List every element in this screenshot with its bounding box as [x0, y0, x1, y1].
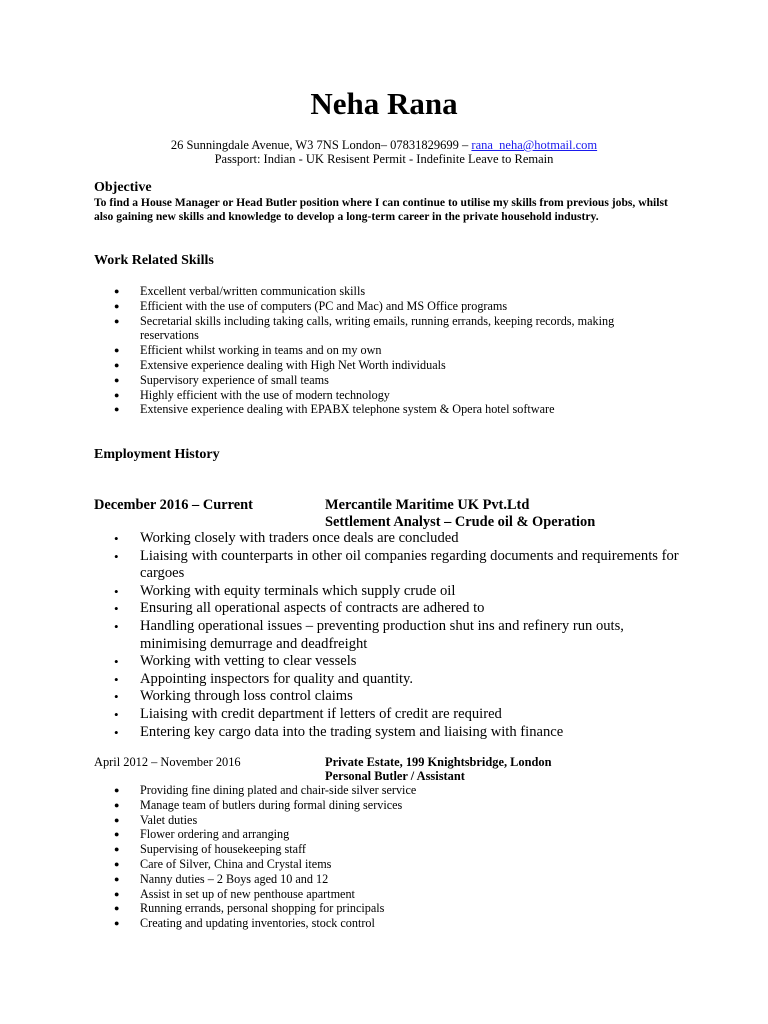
list-item: ● Flower ordering and arranging — [114, 827, 290, 842]
bullet-icon: ● — [114, 345, 120, 356]
bullet-icon: ● — [114, 814, 120, 825]
bullet-icon: • — [114, 548, 119, 564]
list-item: ● Valet duties — [114, 812, 198, 827]
list-item: ● Supervisory experience of small teams — [114, 372, 329, 387]
bullet-icon: ● — [114, 903, 120, 914]
bullet-icon: • — [114, 531, 119, 546]
job-employer: Mercantile Maritime UK Pvt.Ltd — [325, 497, 530, 513]
job-role: Personal Butler / Assistant — [325, 769, 465, 783]
list-item: ● Excellent verbal/written communication skills — [114, 284, 366, 298]
passport-line: Passport: Indian - UK Resisent Permit - Indefinite Leave to Remain — [214, 152, 554, 166]
bullet-icon: • — [114, 601, 119, 617]
job-duties-list — [94, 530, 680, 741]
list-item: • Working closely with traders once deals are concluded — [114, 530, 459, 546]
list-item: ● Care of Silver, China and Crystal items — [114, 856, 332, 871]
job-employer: Private Estate, 199 Knightsbridge, London — [325, 755, 552, 769]
list-item: ● Extensive experience dealing with EPABX telephone system & Opera hotel software — [114, 402, 555, 417]
objective-heading: Objective — [94, 180, 152, 195]
bullet-icon: ● — [114, 286, 120, 296]
list-item: ● Assist in set up of new penthouse apartment — [114, 886, 355, 901]
bullet-icon: ● — [114, 918, 120, 929]
bullet-icon: ● — [114, 374, 120, 385]
bullet-icon: ● — [114, 359, 120, 370]
bullet-icon: ● — [114, 844, 120, 855]
list-item: ● Extensive experience dealing with High Net Worth individuals — [114, 357, 446, 372]
bullet-icon: ● — [114, 873, 120, 884]
address-phone: 26 Sunningdale Avenue, W3 7NS London– 07831829699 – — [170, 138, 472, 152]
bullet-icon: ● — [114, 315, 120, 326]
list-item: ● Secretarial skills including taking calls, writing emails, running errands, keeping records, making reservations — [114, 313, 615, 343]
bullet-icon: • — [114, 583, 119, 599]
bullet-icon: ● — [114, 858, 120, 869]
employment-heading: Employment History — [94, 447, 220, 462]
bullet-icon: ● — [114, 888, 120, 899]
list-item: ● Creating and updating inventories, stock control — [114, 916, 375, 931]
list-item: ● Efficient with the use of computers (PC and Mac) and MS Office programs — [114, 298, 508, 313]
list-item: • Appointing inspectors for quality and quantity. — [114, 670, 414, 687]
list-item: ● Supervising of housekeeping staff — [114, 842, 306, 857]
list-item: ● Nanny duties – 2 Boys aged 10 and 12 — [114, 871, 329, 886]
contact-line — [0, 138, 768, 153]
skills-list — [94, 284, 655, 417]
bullet-icon: ● — [114, 799, 120, 810]
bullet-icon: • — [114, 618, 119, 634]
list-item: ● Efficient whilst working in teams and on my own — [114, 343, 382, 358]
list-item: • Working with vetting to clear vessels — [114, 653, 357, 670]
list-item: • Entering key cargo data into the trading system and liaising with finance — [114, 723, 564, 740]
list-item: • Working with equity terminals which supply crude oil — [114, 582, 456, 599]
skills-heading: Work Related Skills — [94, 253, 214, 268]
list-item: ● Running errands, personal shopping for principals — [114, 901, 385, 916]
list-item: • Liaising with credit department if letters of credit are required — [114, 705, 502, 722]
list-item: • Handling operational issues – preventing production shut ins and refinery run outs, minimising demurrage and deadfreight — [114, 617, 624, 652]
list-item: ● Highly efficient with the use of modern technology — [114, 387, 390, 402]
list-item: ● Providing fine dining plated and chair-side silver service — [114, 783, 417, 797]
list-item: • Working through loss control claims — [114, 688, 353, 705]
bullet-icon: ● — [114, 829, 120, 840]
job-role: Settlement Analyst – Crude oil & Operation — [325, 514, 596, 530]
bullet-icon: ● — [114, 785, 120, 795]
list-item: • Liaising with counterparts in other oil companies regarding documents and requirements for cargoes — [114, 547, 679, 582]
bullet-icon: • — [114, 689, 119, 705]
job-duties-list — [94, 783, 655, 931]
objective-text: To find a House Manager or Head Butler position where I can continue to utilise my skills from previous jobs, whilst also gaining new skills and knowledge to develop a long-term career in the private household industry. — [94, 196, 668, 223]
job-dates: April 2012 – November 2016 — [94, 755, 241, 769]
bullet-icon: ● — [114, 389, 120, 400]
list-item: • Ensuring all operational aspects of contracts are adhered to — [114, 600, 485, 617]
bullet-icon: • — [114, 724, 119, 740]
bullet-icon: • — [114, 706, 119, 722]
bullet-icon: ● — [114, 300, 120, 311]
job-dates: December 2016 – Current — [94, 497, 253, 513]
bullet-icon: ● — [114, 404, 120, 415]
bullet-icon: • — [114, 671, 119, 687]
list-item: ● Manage team of butlers during formal dining services — [114, 797, 403, 812]
bullet-icon: • — [114, 654, 119, 670]
email-link[interactable]: rana_neha@hotmail.com — [471, 138, 598, 152]
candidate-name: Neha Rana — [310, 86, 458, 121]
